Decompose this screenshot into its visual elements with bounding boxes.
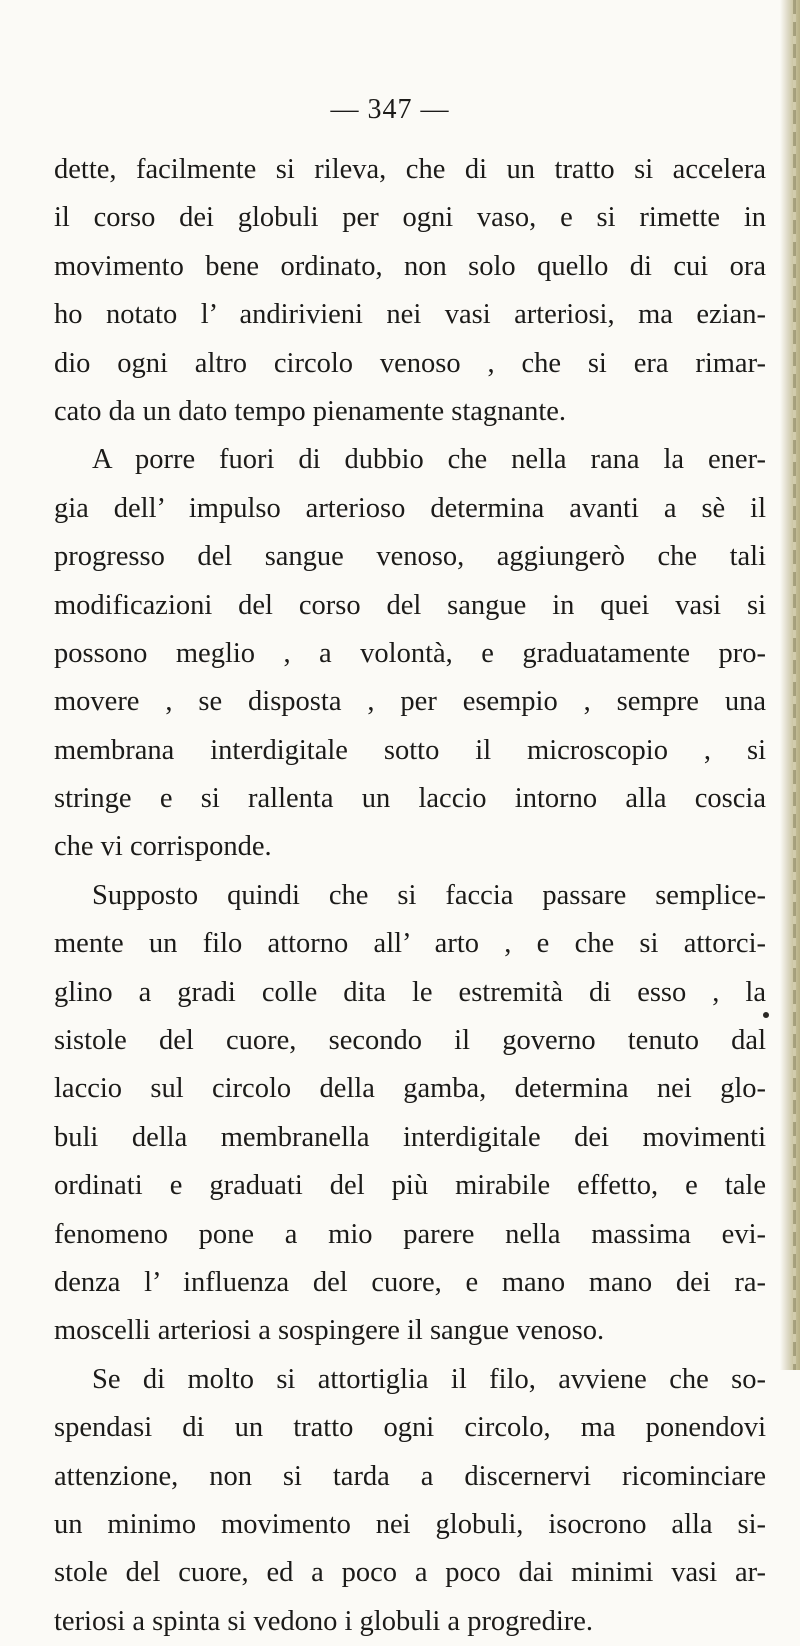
text-line: mente un filo attorno all’ arto , e che si attorci- xyxy=(54,928,766,960)
text-line: un minimo movimento nei globuli, isocrono alla si- xyxy=(54,1508,766,1540)
text-line: moscelli arteriosi a sospingere il sangue venoso. xyxy=(54,1315,605,1347)
text-line: attenzione, non si tarda a discernervi ricominciare xyxy=(54,1460,766,1492)
text-line: movere , se disposta , per esempio , sempre una xyxy=(54,686,766,718)
text-line: possono meglio , a volontà, e graduatamente pro- xyxy=(54,637,766,669)
text-line: teriosi a spinta si vedono i globuli a progredire. xyxy=(54,1605,594,1637)
text-line: A porre fuori di dubbio che nella rana la ener- xyxy=(92,444,766,476)
text-line: gia dell’ impulso arterioso determina avanti a sè il xyxy=(54,492,766,524)
page-edge-binding xyxy=(780,0,800,1370)
text-line: membrana interdigitale sotto il microscopio , si xyxy=(54,734,766,766)
text-line: laccio sul circolo della gamba, determina nei glo- xyxy=(54,1073,766,1105)
text-line: cato da un dato tempo pienamente stagnante. xyxy=(54,395,567,427)
text-line: spendasi di un tratto ogni circolo, ma ponendovi xyxy=(54,1412,766,1444)
ink-speck xyxy=(763,1012,769,1018)
text-line: sistole del cuore, secondo il governo tenuto dal xyxy=(54,1025,766,1057)
text-line: il corso dei globuli per ogni vaso, e si rimette in xyxy=(54,202,766,234)
text-line: fenomeno pone a mio parere nella massima evi- xyxy=(54,1218,766,1250)
text-line: dette, facilmente si rileva, che di un tratto si accelera xyxy=(54,154,766,185)
text-line: dio ogni altro circolo venoso , che si era rimar- xyxy=(54,347,766,379)
page-number: — 347 — xyxy=(330,94,450,125)
text-line: ordinati e graduati del più mirabile effetto, e tale xyxy=(54,1170,766,1202)
text-line: Se di molto si attortiglia il filo, avviene che so- xyxy=(92,1363,766,1395)
text-line: glino a gradi colle dita le estremità di esso , la xyxy=(54,976,766,1008)
text-line: modificazioni del corso del sangue in quei vasi si xyxy=(54,589,766,621)
text-line: denza l’ influenza del cuore, e mano mano dei ra- xyxy=(54,1266,766,1298)
text-line: che vi corrisponde. xyxy=(54,831,272,863)
text-line: buli della membranella interdigitale dei movimenti xyxy=(54,1121,766,1153)
body-text xyxy=(54,146,766,1646)
text-line: progresso del sangue venoso, aggiungerò che tali xyxy=(54,541,766,573)
text-line: movimento bene ordinato, non solo quello di cui ora xyxy=(54,250,766,282)
text-line: stringe e si rallenta un laccio intorno alla coscia xyxy=(54,783,766,815)
text-line: ho notato l’ andirivieni nei vasi arteriosi, ma ezian- xyxy=(54,299,766,331)
text-line: stole del cuore, ed a poco a poco dai minimi vasi ar- xyxy=(54,1557,766,1589)
text-line: Supposto quindi che si faccia passare semplice- xyxy=(92,879,766,911)
